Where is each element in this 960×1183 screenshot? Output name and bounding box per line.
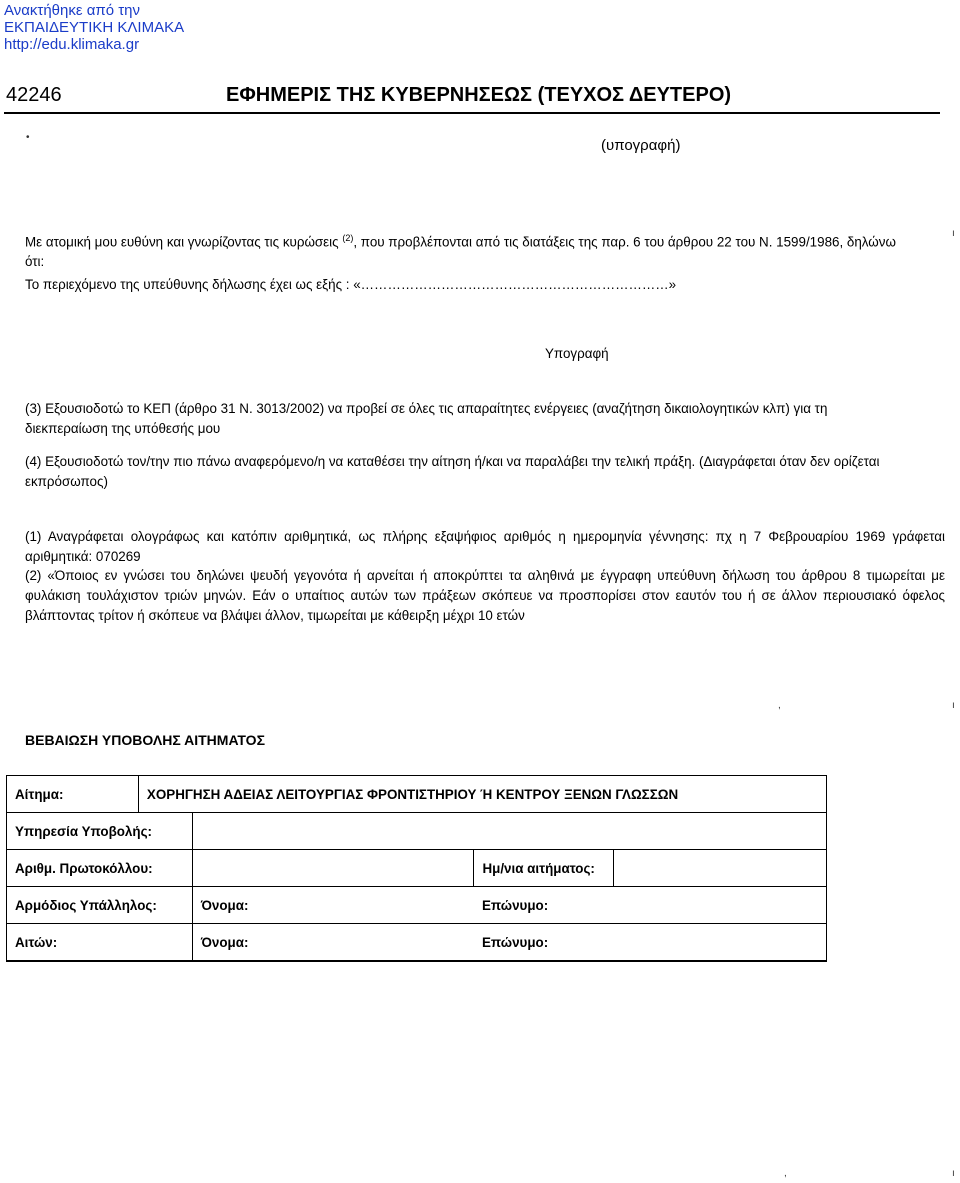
clerk-first-name-label: Όνομα:: [192, 887, 474, 924]
declaration-text: [25, 228, 905, 272]
header-rule: [4, 112, 940, 114]
table-row: [7, 887, 827, 924]
signature-label: Υπογραφή: [545, 346, 609, 361]
declaration-content: Το περιεχόμενο της υπεύθυνης δήλωσης έχει ως εξής : «……………………………………………………………»: [25, 277, 677, 292]
scan-mark: ,: [778, 700, 781, 711]
protocol-label: Αριθμ. Πρωτοκόλλου:: [7, 850, 193, 887]
scan-mark: •: [26, 132, 30, 143]
table-row: [7, 813, 827, 850]
table-row: [7, 776, 827, 813]
note-1: (1) Αναγράφεται ολογράφως και κατόπιν αριθμητικά, ως πλήρης εξαψήφιος αριθμός η ημερομηνία γέννησης: πχ η 7 Φεβρουαρίου 1969 γράφεται αριθμητικά: 070269: [25, 529, 945, 564]
applicant-last-name-label: Επώνυμο:: [474, 924, 827, 962]
date-value[interactable]: [614, 850, 827, 887]
note-4: (4) Εξουσιοδοτώ τον/την πιο πάνω αναφερόμενο/η να καταθέσει την αίτηση ή/και να παραλάβει την τελική πράξη. (Διαγράφεται όταν δεν ορίζεται εκπρόσωπος): [25, 454, 880, 489]
table-row: [7, 924, 827, 962]
declaration-text-after: , που προβλέπονται από τις διατάξεις της παρ. 6 του άρθρου 22 του Ν. 1599/1986, δηλώνω ότι:: [25, 234, 896, 270]
service-label: Υπηρεσία Υποβολής:: [7, 813, 193, 850]
scan-mark: ı: [952, 700, 955, 711]
request-value: ΧΟΡΗΓΗΣΗ ΑΔΕΙΑΣ ΛΕΙΤΟΥΡΓΙΑΣ ΦΡΟΝΤΙΣΤΗΡΙΟΥ Ή ΚΕΝΤΡΟΥ ΞΕΝΩΝ ΓΛΩΣΣΩΝ: [138, 776, 826, 813]
clerk-label: Αρμόδιος Υπάλληλος:: [7, 887, 193, 924]
note-2: (2) «Όποιος εν γνώσει του δηλώνει ψευδή γεγονότα ή αρνείται ή αποκρύπτει τα αληθινά με έγγραφη υπεύθυνη δήλωση του άρθρου 8 τιμωρείται με φυλάκιση τουλάχιστον τριών μηνών. Εάν ο υπαίτιος αυτών των πράξεων σκόπευε να προσπορίσει στον εαυτόν του ή σε άλλον περιουσιακό όφελος βλάπτοντας τρίτον ή σκόπευε να βλάψει άλλον, τιμωρείται με κάθειρξη μέχρι 10 ετών: [25, 568, 945, 623]
source-line-1: Ανακτήθηκε από την: [4, 2, 141, 19]
table-row: [7, 850, 827, 887]
declaration-text-before: Με ατομική μου ευθύνη και γνωρίζοντας τις κυρώσεις: [25, 234, 339, 250]
scan-mark: ı: [952, 228, 955, 239]
applicant-first-name-label: Όνομα:: [192, 924, 474, 962]
certificate-table: [6, 775, 827, 962]
declaration-note-ref: (2): [342, 233, 354, 243]
applicant-label: Αιτών:: [7, 924, 193, 962]
date-label: Ημ/νια αιτήματος:: [474, 850, 614, 887]
clerk-last-name-label: Επώνυμο:: [474, 887, 827, 924]
note-3: (3) Εξουσιοδοτώ το ΚΕΠ (άρθρο 31 Ν. 3013/2002) να προβεί σε όλες τις απαραίτητες ενέργειες (αναζήτηση δικαιολογητικών κλπ) για τη διεκπεραίωση της υπόθεσής μου: [25, 401, 828, 436]
gazette-title: ΕΦΗΜΕΡΙΣ ΤΗΣ ΚΥΒΕΡΝΗΣΕΩΣ (ΤΕΥΧΟΣ ΔΕΥΤΕΡΟ): [226, 84, 732, 106]
request-label: Αίτημα:: [7, 776, 139, 813]
scan-mark: ,: [784, 1168, 787, 1179]
signature-top: (υπογραφή): [601, 137, 681, 154]
source-stamp: [4, 2, 184, 53]
page-number: 42246: [6, 84, 62, 106]
source-line-2: ΕΚΠΑΙΔΕΥΤΙΚΗ ΚΛΙΜΑΚΑ: [4, 19, 185, 36]
scan-mark: ı: [952, 1168, 955, 1179]
certificate-title: ΒΕΒΑΙΩΣΗ ΥΠΟΒΟΛΗΣ ΑΙΤΗΜΑΤΟΣ: [25, 732, 265, 748]
protocol-value[interactable]: [192, 850, 474, 887]
service-value[interactable]: [192, 813, 826, 850]
source-link[interactable]: http://edu.klimaka.gr: [4, 36, 140, 53]
